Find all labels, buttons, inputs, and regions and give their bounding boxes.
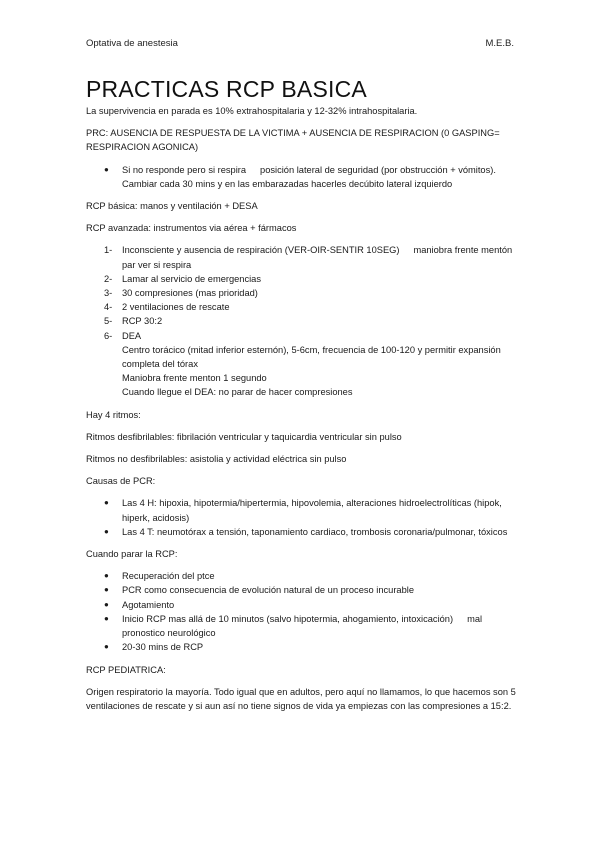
paragraph-pediatrica-heading: RCP PEDIATRICA: [86,664,166,675]
list-item-text-extra: mal pronostico neurológico [122,613,483,639]
list-item [86,525,522,539]
paragraph-parar-heading: Cuando parar la RCP: [86,549,178,560]
step-item [86,314,522,328]
list-item [86,640,522,654]
step-text: RCP 30:2 [122,316,163,327]
bullet-list-causas [86,496,522,539]
step-item [86,329,522,400]
header-initials: M.E.B. [485,38,514,49]
list-item-text-b: posición lateral de seguridad (por obstrucción + vómitos). Cambiar cada 30 mins y en las embarazadas hacerles decúbito lateral izquierdo [122,164,496,189]
paragraph-desfibrilables: Ritmos desfibrilables: fibrilación ventricular y taquicardia ventricular sin pulso [86,431,402,442]
bullet-list-parar [86,569,522,654]
paragraph-ritmos: Hay 4 ritmos: [86,409,141,420]
list-item [86,569,522,583]
paragraph-rcp-avanzada: RCP avanzada: instrumentos via aérea + fármacos [86,223,297,234]
step-text: DEA [122,330,142,341]
step-number: 3- [104,288,113,299]
list-item-text: Recuperación del ptce [122,571,215,582]
step-item [86,272,522,286]
paragraph-prc: PRC: AUSENCIA DE RESPUESTA DE LA VICTIMA + AUSENCIA DE RESPIRACION (0 GASPING= RESPIRACION AGONICA) [86,128,500,153]
bullet-icon: ● [104,164,109,174]
step-number: 5- [104,316,113,327]
step-item [86,286,522,300]
bullet-icon: ● [104,571,109,581]
bullet-list-position [86,163,522,191]
step-sub-text: Centro torácico (mitad inferior esternón), 5-6cm, frecuencia de 100-120 y permitir expansión completa del tórax [122,344,501,370]
list-item [86,583,522,597]
step-text-extra: maniobra frente mentón par ver si respira [122,245,513,270]
list-item-text: Agotamiento [122,599,175,610]
step-text: Inconsciente y ausencia de respiración (VER-OIR-SENTIR 10SEG) [122,245,400,256]
bullet-icon: ● [104,642,109,652]
step-text: 2 ventilaciones de rescate [122,302,230,313]
page-title: PRACTICAS RCP BASICA [86,76,367,102]
bullet-icon: ● [104,613,109,623]
bullet-icon: ● [104,526,109,536]
header-course: Optativa de anestesia [86,38,178,49]
bullet-icon: ● [104,498,109,508]
list-item-text: Las 4 H: hipoxia, hipotermia/hipertermia, hipovolemia, alteraciones hidroelectrolíticas (hipok, hiperk, acidosis) [122,498,502,523]
step-number: 1- [104,245,113,256]
step-number: 6- [104,330,113,341]
list-item-text: Las 4 T: neumotórax a tensión, taponamiento cardiaco, trombosis coronaria/pulmonar, tóxicos [122,526,508,537]
paragraph-no-desfibrilables: Ritmos no desfibrilables: asistolia y actividad eléctrica sin pulso [86,454,347,465]
bullet-icon: ● [104,585,109,595]
step-item [86,243,522,271]
list-item [86,612,522,640]
paragraph-survival: La supervivencia en parada es 10% extrahospitalaria y 12-32% intrahospitalaria. [86,106,418,116]
step-text: 30 compresiones (mas prioridad) [122,288,258,299]
paragraph-causas-heading: Causas de PCR: [86,476,156,487]
list-item-text: PCR como consecuencia de evolución natural de un proceso incurable [122,585,414,596]
step-item [86,300,522,314]
document-body [86,76,522,721]
paragraph-rcp-basica: RCP básica: manos y ventilación + DESA [86,201,258,212]
list-item [86,163,522,191]
bullet-icon: ● [104,599,109,609]
step-sub-text: Maniobra frente menton 1 segundo [122,373,267,384]
list-item-text: 20-30 mins de RCP [122,642,204,653]
step-sub-text: Cuando llegue el DEA: no parar de hacer compresiones [122,387,353,398]
list-item-text-a: Si no responde pero si respira [122,164,247,175]
step-text: Lamar al servicio de emergencias [122,273,261,284]
paragraph-pediatrica: Origen respiratorio la mayoría. Todo igual que en adultos, pero aquí no llamamos, lo que hacemos son 5 ventilaciones de rescate y si aun así no tiene signos de vida ya empiezas con las compresiones a 15:2. [86,686,516,711]
step-number: 4- [104,302,113,313]
steps-list [86,243,522,399]
step-number: 2- [104,273,113,284]
list-item [86,598,522,612]
list-item-text: Inicio RCP mas allá de 10 minutos (salvo hipotermia, ahogamiento, intoxicación) [122,613,454,624]
list-item [86,496,522,524]
